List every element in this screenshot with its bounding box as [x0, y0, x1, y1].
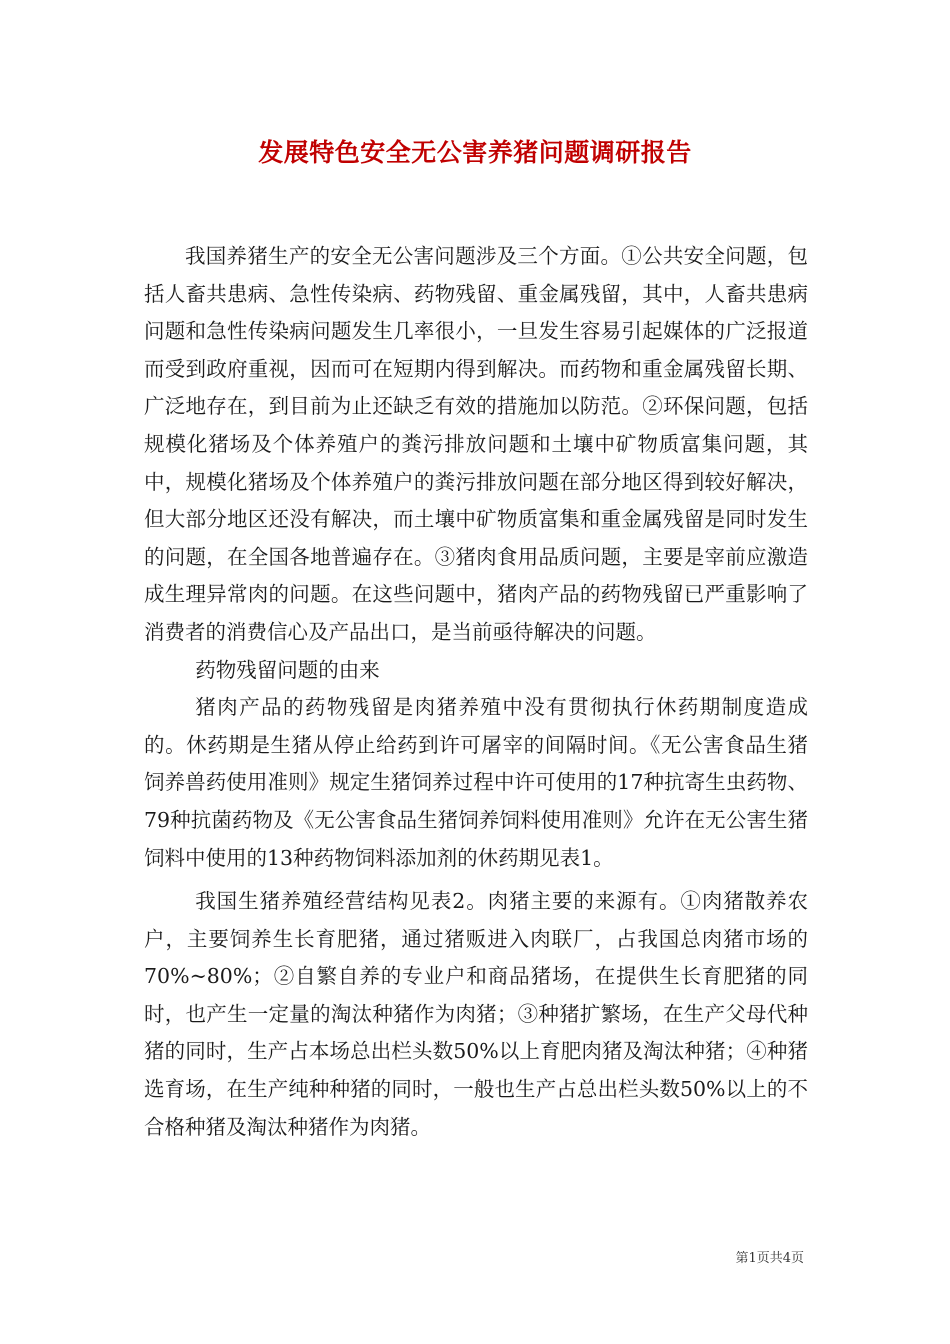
page-number: 第1页共4页	[735, 1251, 804, 1266]
paragraph-farming-structure: 我国生猪养殖经营结构见表2。肉猪主要的来源有。①肉猪散养农户，主要饲养生长育肥猪，通过猪贩进入肉联厂，占我国总肉猪市场的70%~80%；②自繁自养的专业户和商品猪场，在提供生长育肥猪的同时，也产生一定量的淘汰种猪作为肉猪；③种猪扩繁场，在生产父母代种猪的同时，生产占本场总出栏头数50%以上育肥肉猪及淘汰种猪；④种猪选育场，在生产纯种种猪的同时，一般也生产占总出栏头数50%以上的不合格种猪及淘汰种猪作为肉猪。	[144, 889, 808, 1139]
section-heading-drug-residue: 药物残留问题的由来	[195, 657, 380, 682]
paragraph-withdrawal-period: 猪肉产品的药物残留是肉猪养殖中没有贯彻执行休药期制度造成的。休药期是生猪从停止给药到许可屠宰的间隔时间。《无公害食品生猪饲养兽药使用准则》规定生猪饲养过程中许可使用的17种抗寄生虫药物、79种抗菌药物及《无公害食品生猪饲养饲料使用准则》允许在无公害生猪饲料中使用的13种药物饲料添加剂的休药期见表1。	[144, 695, 808, 870]
document-body	[144, 238, 808, 1146]
document-title: 发展特色安全无公害养猪问题调研报告	[258, 138, 692, 167]
paragraph-overview: 我国养猪生产的安全无公害问题涉及三个方面。①公共安全问题，包括人畜共患病、急性传染病、药物残留、重金属残留，其中，人畜共患病问题和急性传染病问题发生几率很小，一旦发生容易引起媒体的广泛报道而受到政府重视，因而可在短期内得到解决。而药物和重金属残留长期、广泛地存在，到目前为止还缺乏有效的措施加以防范。②环保问题，包括规模化猪场及个体养殖户的粪污排放问题和土壤中矿物质富集问题，其中，规模化猪场及个体养殖户的粪污排放问题在部分地区得到较好解决，但大部分地区还没有解决，而土壤中矿物质富集和重金属残留是同时发生的问题，在全国各地普遍存在。③猪肉食用品质问题，主要是宰前应激造成生理异常肉的问题。在这些问题中，猪肉产品的药物残留已严重影响了消费者的消费信心及产品出口，是当前亟待解决的问题。	[144, 244, 808, 644]
